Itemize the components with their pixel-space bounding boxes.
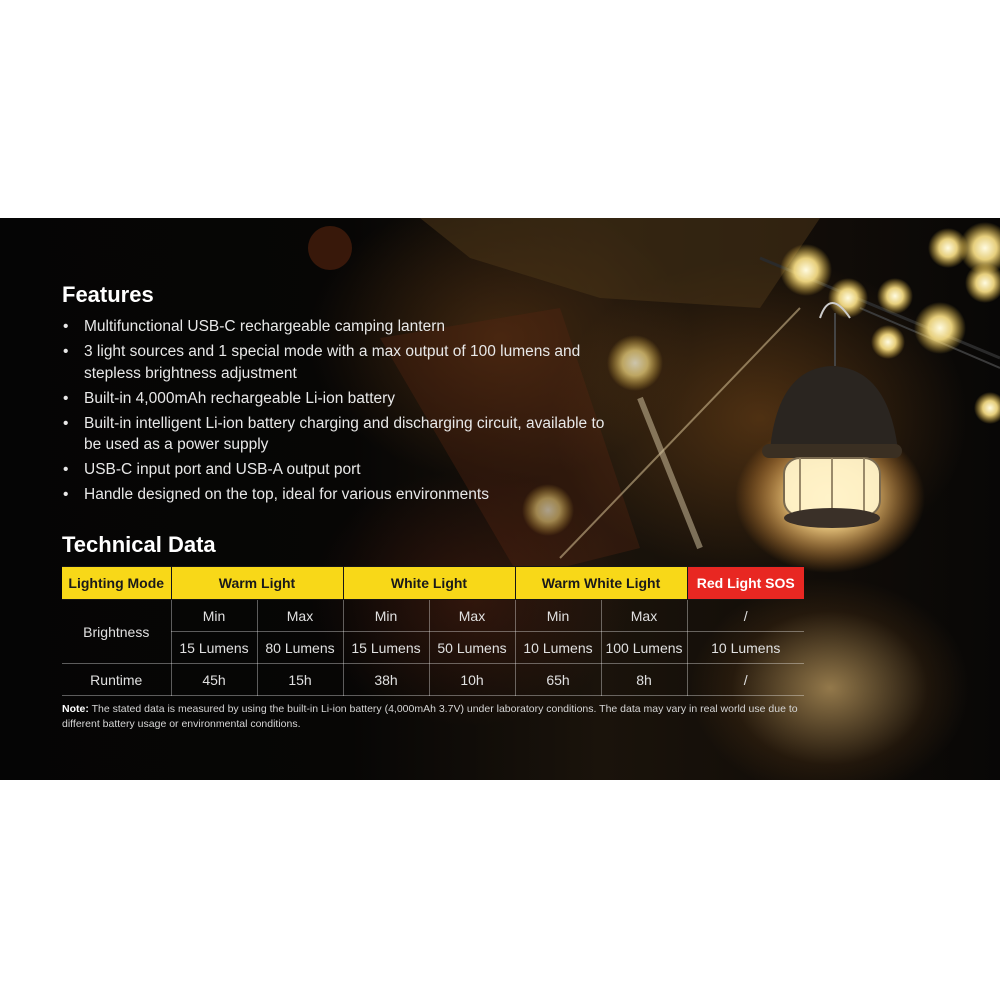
footnote — [62, 702, 832, 732]
table-row — [62, 600, 804, 632]
table-cell: 38h — [343, 664, 429, 696]
feature-item: • USB-C input port and USB-A output port — [62, 459, 622, 481]
note-label: Note: — [62, 703, 89, 715]
table-cell: Max — [429, 600, 515, 632]
table-cell: 10 Lumens — [687, 632, 804, 664]
note-text: The stated data is measured by using the built-in Li-ion battery (4,000mAh 3.7V) under laboratory conditions. The data may vary in real world use due to different battery usage or environmental conditions. — [62, 703, 798, 730]
table-cell: 45h — [171, 664, 257, 696]
table-cell: Min — [171, 600, 257, 632]
feature-item: • Built-in 4,000mAh rechargeable Li-ion battery — [62, 388, 622, 410]
feature-item: • 3 light sources and 1 special mode with a max output of 100 lumens and stepless brightness adjustment — [62, 341, 622, 384]
table-cell: 65h — [515, 664, 601, 696]
runtime-label: Runtime — [62, 664, 171, 696]
warm-white-light-header: Warm White Light — [515, 567, 687, 600]
table-cell: 15 Lumens — [343, 632, 429, 664]
table-cell: Min — [515, 600, 601, 632]
brightness-label: Brightness — [62, 600, 171, 664]
table-header-row — [62, 567, 804, 600]
table-cell: Min — [343, 600, 429, 632]
feature-item: • Built-in intelligent Li-ion battery charging and discharging circuit, available to be used as a power supply — [62, 413, 622, 456]
table-cell: Max — [601, 600, 687, 632]
feature-item: • Multifunctional USB-C rechargeable camping lantern — [62, 316, 622, 338]
warm-light-header: Warm Light — [171, 567, 343, 600]
table-row — [62, 632, 804, 664]
features-heading: Features — [62, 282, 154, 307]
table-cell: 80 Lumens — [257, 632, 343, 664]
table-cell: 100 Lumens — [601, 632, 687, 664]
table-row — [62, 664, 804, 696]
white-light-header: White Light — [343, 567, 515, 600]
features-list — [62, 316, 622, 509]
lighting-mode-header: Lighting Mode — [62, 567, 171, 600]
table-cell: 50 Lumens — [429, 632, 515, 664]
feature-item: • Handle designed on the top, ideal for various environments — [62, 484, 622, 506]
table-cell: 10 Lumens — [515, 632, 601, 664]
red-light-sos-header: Red Light SOS — [687, 567, 804, 600]
table-cell: 15 Lumens — [171, 632, 257, 664]
technical-data-table — [62, 566, 804, 696]
technical-data-heading: Technical Data — [62, 532, 216, 557]
table-cell: / — [687, 664, 804, 696]
table-cell: 8h — [601, 664, 687, 696]
table-cell: 15h — [257, 664, 343, 696]
product-banner — [0, 218, 1000, 780]
table-cell: / — [687, 600, 804, 632]
table-cell: Max — [257, 600, 343, 632]
table-cell: 10h — [429, 664, 515, 696]
